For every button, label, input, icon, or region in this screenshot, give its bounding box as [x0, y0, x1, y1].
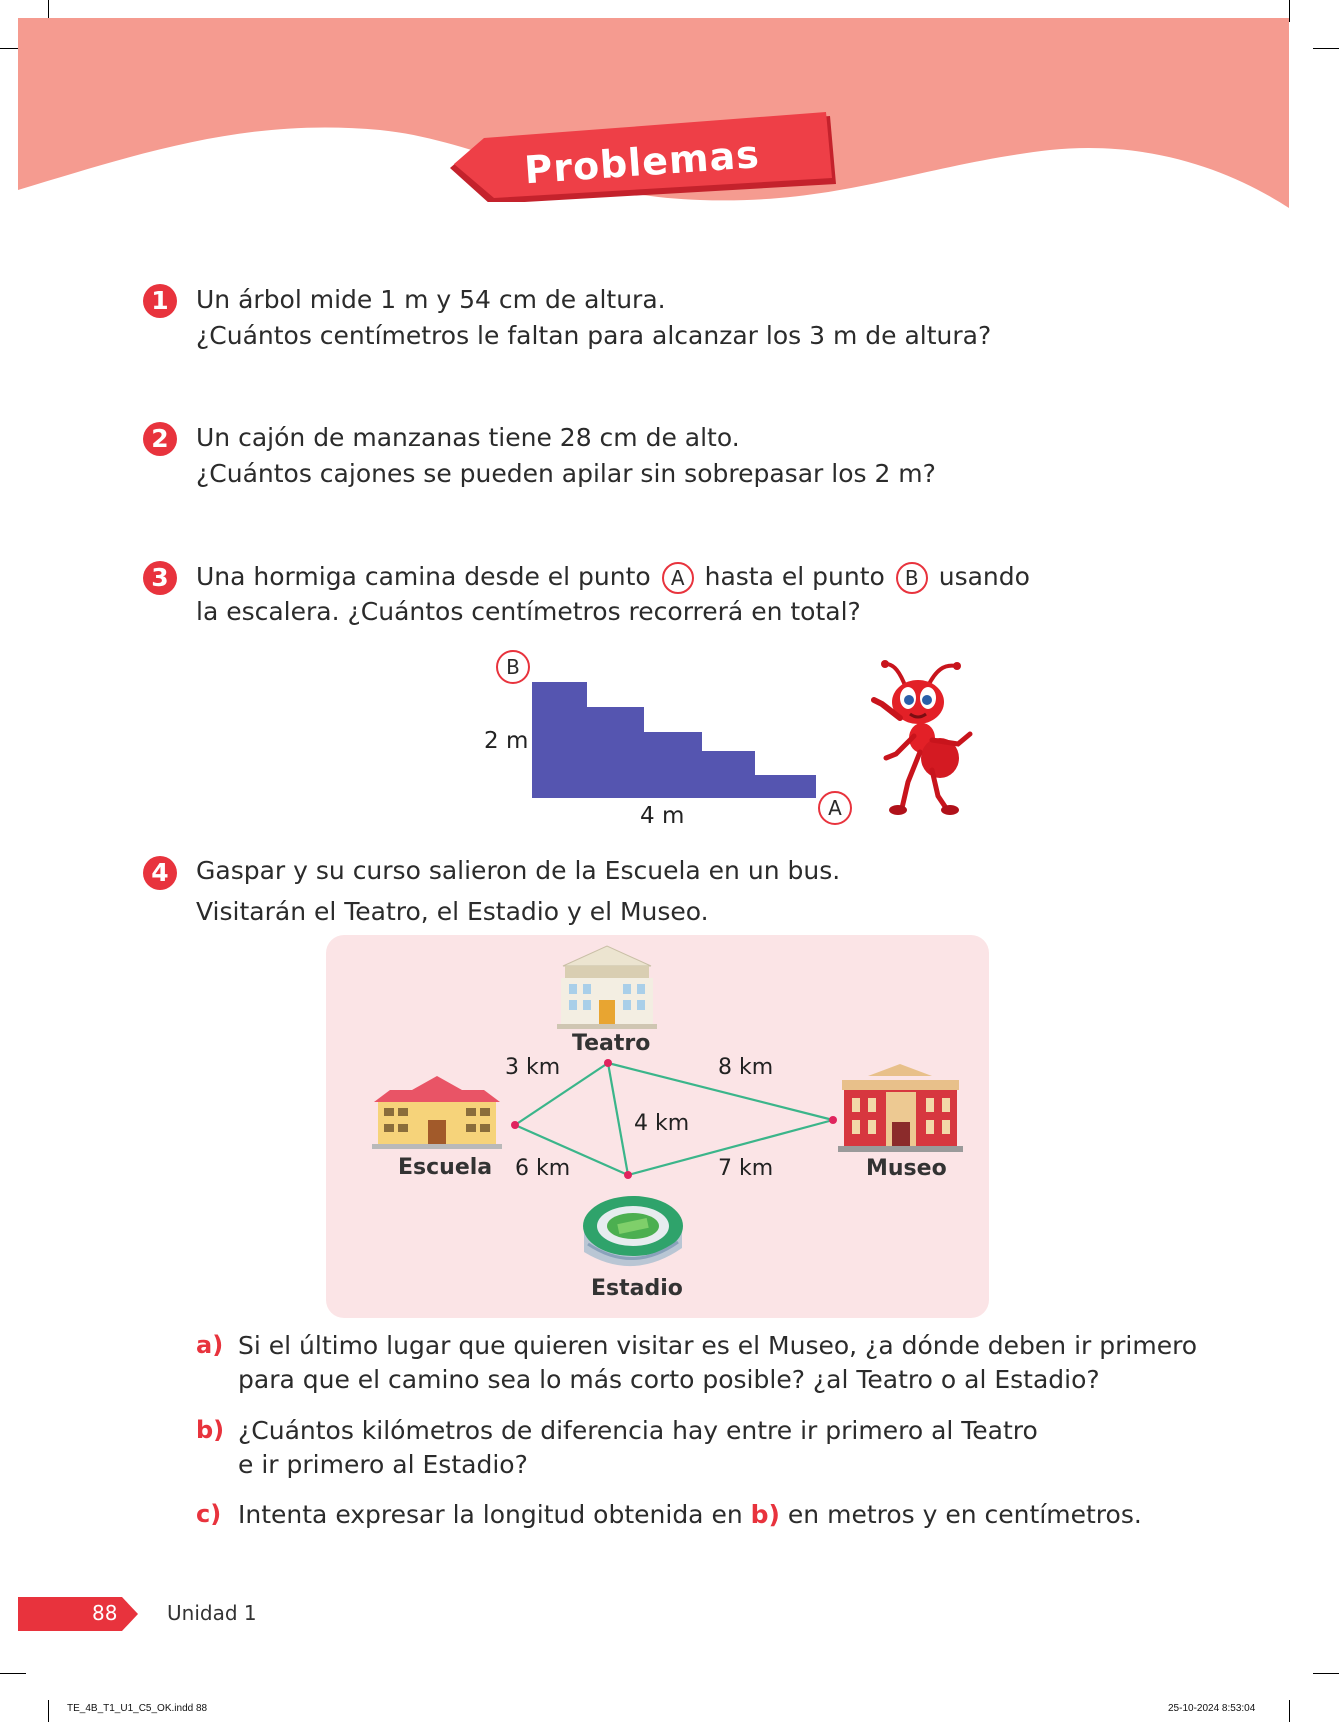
question-a-letter: a): [196, 1331, 224, 1359]
question-c-line: [238, 1497, 1142, 1533]
node-museo: [829, 1116, 837, 1124]
question-a-line-1: Si el último lugar que quieren visitar es el Museo, ¿a dónde deben ir primero: [238, 1331, 1198, 1360]
teatro-building-icon: [555, 942, 660, 1030]
distance-estadio-museo: 7 km: [718, 1156, 774, 1181]
problem-3-text-a: Una hormiga camina desde el punto: [196, 562, 651, 591]
ant-icon: [866, 658, 984, 818]
question-c-text-after: en metros y en centímetros.: [787, 1500, 1142, 1529]
problem-number-badge: 3: [143, 561, 177, 595]
problem-1-line-1: Un árbol mide 1 m y 54 cm de altura.: [196, 285, 666, 314]
stairs-point-a: A: [818, 791, 852, 825]
problem-number-badge: 4: [143, 856, 177, 890]
page-number: 88: [92, 1601, 118, 1625]
stairs-point-b: B: [496, 650, 530, 684]
node-estadio: [624, 1171, 632, 1179]
crop-mark: [0, 1673, 26, 1674]
problem-4-line-1: Gaspar y su curso salieron de la Escuela en un bus.: [196, 856, 841, 885]
point-b-marker: B: [896, 562, 928, 594]
problem-number-badge: 1: [143, 284, 177, 318]
question-b-letter: b): [196, 1416, 225, 1444]
unit-label: Unidad 1: [167, 1601, 257, 1625]
place-estadio: Estadio: [591, 1276, 683, 1301]
page-title: Problemas: [522, 132, 762, 193]
problem-1-line-2: ¿Cuántos centímetros le faltan para alcanzar los 3 m de altura?: [196, 321, 992, 350]
node-teatro: [604, 1059, 612, 1067]
problem-4-line-2: Visitarán el Teatro, el Estadio y el Museo.: [196, 897, 709, 926]
problem-number-badge: 2: [143, 422, 177, 456]
distance-escuela-estadio: 6 km: [515, 1156, 571, 1181]
point-a-marker: A: [662, 562, 694, 594]
slug-datetime: 25-10-2024 8:53:04: [1168, 1703, 1256, 1714]
crop-mark: [1313, 1673, 1339, 1674]
route-teatro-estadio: [608, 1063, 628, 1175]
place-escuela: Escuela: [398, 1155, 493, 1180]
distance-teatro-estadio: 4 km: [634, 1111, 690, 1136]
place-museo: Museo: [866, 1156, 947, 1181]
question-b-line-1: ¿Cuántos kilómetros de diferencia hay entre ir primero al Teatro: [238, 1416, 1038, 1445]
question-a-line-2: para que el camino sea lo más corto posible? ¿al Teatro o al Estadio?: [238, 1365, 1100, 1394]
estadio-building-icon: [578, 1190, 688, 1278]
problem-2-line-1: Un cajón de manzanas tiene 28 cm de alto.: [196, 423, 740, 452]
distance-teatro-museo: 8 km: [718, 1055, 774, 1080]
place-teatro: Teatro: [572, 1031, 651, 1056]
node-escuela: [511, 1121, 519, 1129]
problem-3-line-1: [196, 559, 1030, 595]
stairs-height-label: 2 m: [484, 728, 529, 754]
distance-escuela-teatro: 3 km: [505, 1055, 561, 1080]
crop-mark: [48, 1700, 49, 1722]
question-c-text-before: Intenta expresar la longitud obtenida en: [238, 1500, 743, 1529]
question-c-reference: b): [750, 1500, 780, 1529]
museo-building-icon: [838, 1062, 963, 1154]
problem-3-line-2: la escalera. ¿Cuántos centímetros recorrerá en total?: [196, 597, 861, 626]
problem-2-line-2: ¿Cuántos cajones se pueden apilar sin sobrepasar los 2 m?: [196, 459, 936, 488]
staircase-shape: [532, 682, 816, 798]
stairs-width-label: 4 m: [640, 803, 685, 829]
title-ribbon: [450, 112, 840, 202]
escuela-building-icon: [372, 1074, 502, 1150]
slug-file: TE_4B_T1_U1_C5_OK.indd 88: [67, 1703, 208, 1714]
problem-3-text-b: hasta el punto: [704, 562, 885, 591]
problem-3-text-c: usando: [938, 562, 1030, 591]
question-c-letter: c): [196, 1500, 222, 1528]
question-b-line-2: e ir primero al Estadio?: [238, 1450, 528, 1479]
crop-mark: [1289, 1700, 1290, 1722]
